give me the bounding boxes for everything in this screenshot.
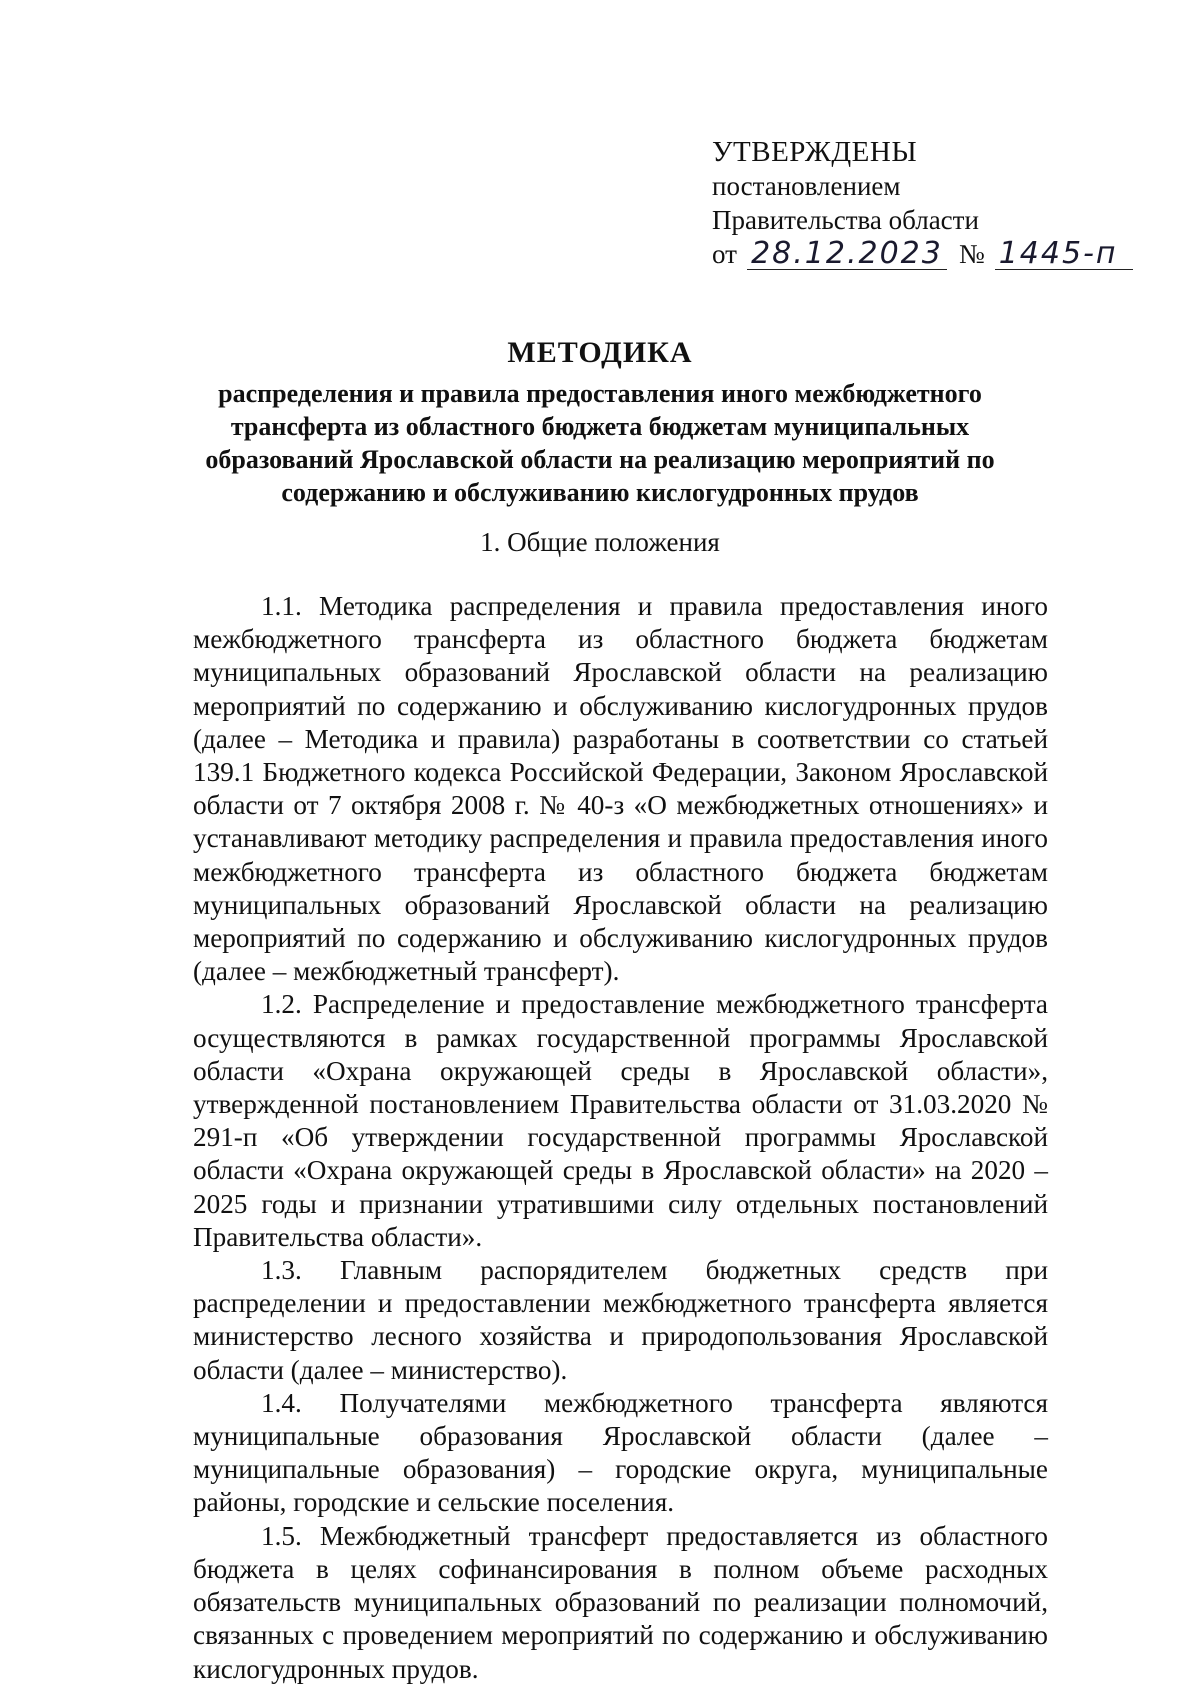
handwritten-date: 28.12.2023 (747, 239, 947, 270)
approval-line-government: Правительства области (712, 205, 979, 235)
paragraph-1-5: 1.5. Межбюджетный трансферт предоставляется из областного бюджета в целях софинансирования в полном объеме расходных обязательств муниципальных образований по реализации полномочий, связанных с проведением мероприятий по содержанию и обслуживанию кислогудронных прудов. (193, 1520, 1048, 1684)
handwritten-number: 1445-п (995, 239, 1133, 270)
document-title-block (160, 333, 1040, 509)
number-prefix: № (958, 239, 985, 269)
approval-title: УТВЕРЖДЕНЫ (712, 136, 918, 168)
document-body (193, 590, 1048, 1686)
date-prefix: от (712, 239, 737, 269)
document-title: МЕТОДИКА (507, 336, 693, 369)
paragraph-1-1: 1.1. Методика распределения и правила предоставления иного межбюджетного трансферта из областного бюджета бюджетам муниципальных образований Ярославской области на реализацию мероприятий по содержанию и обслуживанию кислогудронных прудов (далее – Методика и правила) разработаны в соответствии со статьей 139.1 Бюджетного кодекса Российской Федерации, Законом Ярославской области от 7 октября 2008 г. № 40-з «О межбюджетных отношениях» и устанавливают методику распределения и правила предоставления иного межбюджетного трансферта из областного бюджета бюджетам муниципальных образований Ярославской области на реализацию мероприятий по содержанию и обслуживанию кислогудронных прудов (далее – межбюджетный трансферт). (193, 591, 1048, 987)
paragraph-1-3: 1.3. Главным распорядителем бюджетных средств при распределении и предоставлении межбюджетного трансферта является министерство лесного хозяйства и природопользования Ярославской области (далее – министерство). (193, 1255, 1048, 1385)
approval-line-resolution: постановлением (712, 171, 901, 201)
paragraph-1-2: 1.2. Распределение и предоставление межбюджетного трансферта осуществляются в рамках государственной программы Ярославской области «Охрана окружающей среды в Ярославской области», утвержденной постановлением Правительства области от 31.03.2020 № 291-п «Об утверждении государственной программы Ярославской области «Охрана окружающей среды в Ярославской области» на 2020 – 2025 годы и признании утратившими силу отдельных постановлений Правительства области». (193, 989, 1048, 1252)
paragraph-1-4: 1.4. Получателями межбюджетного трансферта являются муниципальные образования Ярославской области (далее – муниципальные образования) – городские округа, муниципальные районы, городские и сельские поселения. (193, 1387, 1048, 1518)
approval-stamp-block (712, 135, 1133, 271)
document-subtitle: распределения и правила предоставления иного межбюджетного трансферта из областного бюджета бюджетам муниципальных образований Ярославской области на реализацию мероприятий по содержанию и обслуживанию кислогудронных прудов (205, 379, 995, 507)
section-heading: 1. Общие положения (480, 527, 720, 557)
approval-date-row (712, 237, 1133, 271)
